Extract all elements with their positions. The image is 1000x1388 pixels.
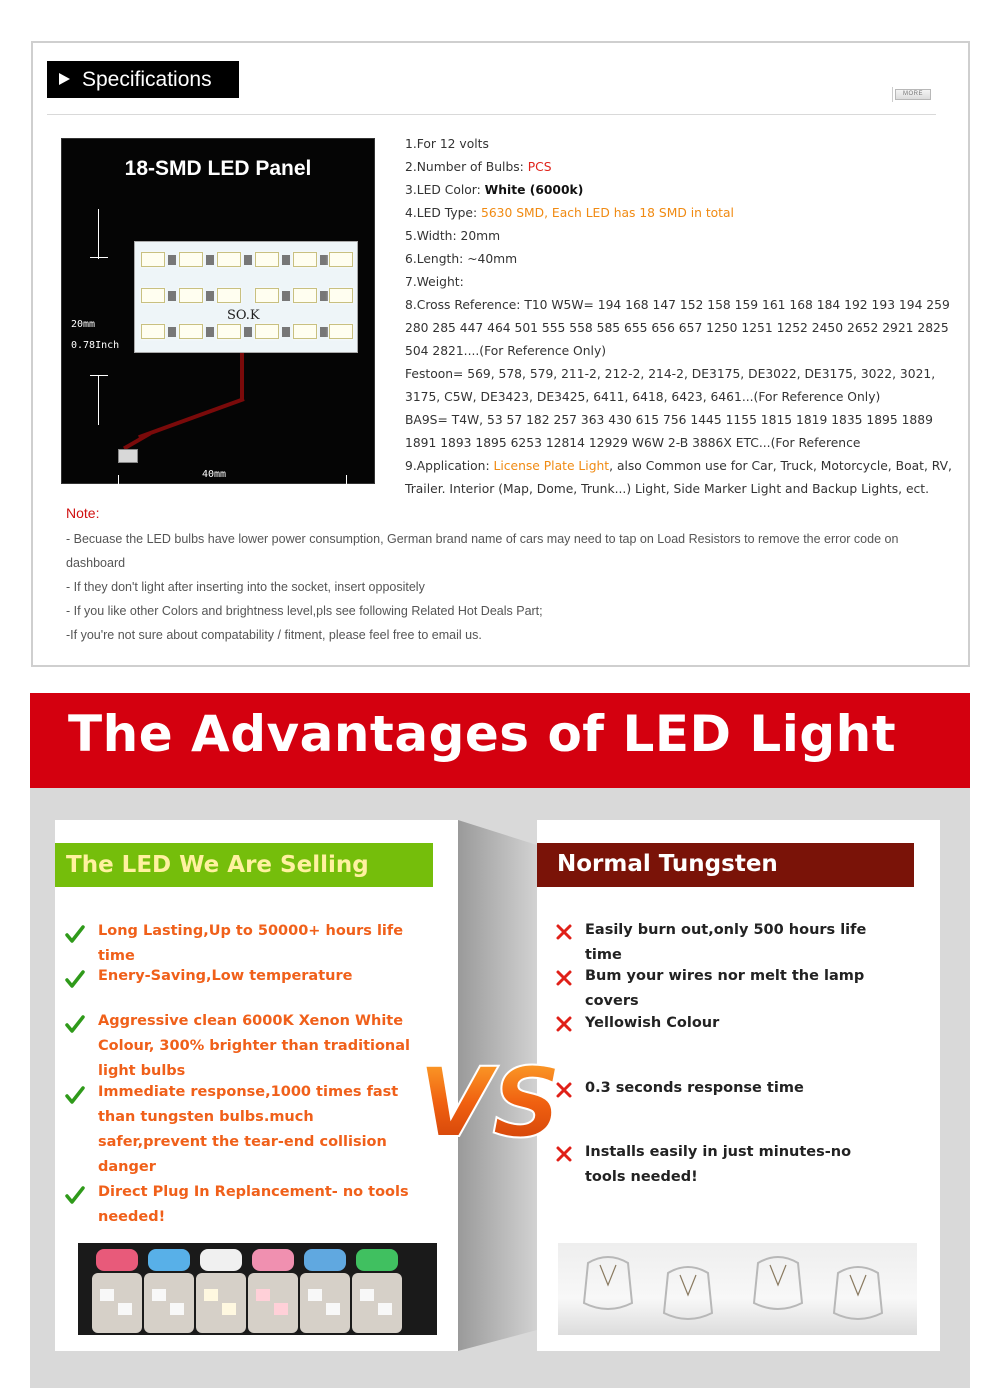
note-title: Note: xyxy=(66,505,100,521)
check-icon xyxy=(66,1015,84,1033)
width-mm-label: 40mm xyxy=(202,469,227,480)
tungsten-item: Bum your wires nor melt the lamp covers xyxy=(585,968,865,1009)
wire xyxy=(240,353,244,399)
tungsten-item: Installs easily in just minutes-no tools needed! xyxy=(585,1144,852,1185)
tungsten-item: 0.3 seconds response time xyxy=(585,1080,804,1096)
cross-icon xyxy=(556,924,572,940)
width-inch-label: 1.56Inch xyxy=(202,491,251,502)
spec-weight: 7.Weight: xyxy=(405,275,464,289)
spec-application: 9.Application: License Plate Light, also Common use for Car, Truck, Motorcycle, Boat, RV, Trailer. Interior (Map, Dome, Trunk...) Light, Side Marker Light and Backup Lights, ect. xyxy=(405,459,952,496)
dimension-tick xyxy=(346,475,347,493)
check-icon xyxy=(66,1186,84,1204)
specifications-header xyxy=(47,61,239,98)
vs-text: VS xyxy=(418,1047,562,1159)
dimension-line xyxy=(98,209,99,259)
led-pcb xyxy=(134,241,358,353)
note-item: - If you like other Colors and brightness level,pls see following Related Hot Deals Part; xyxy=(66,604,543,618)
led-advantage-item: Direct Plug In Replancement- no tools needed! xyxy=(98,1184,409,1225)
dimension-tick xyxy=(90,375,108,376)
note-item: - Becuase the LED bulbs have lower power consumption, German brand name of cars may need to tap on Load Resistors to remove the error code on dashboard xyxy=(66,532,899,570)
spec-cross-reference: 8.Cross Reference: T10 W5W= 194 168 147 152 158 159 161 168 184 192 193 194 259 280 285 447 464 501 555 558 585 655 656 657 1250 1251 1252 2450 2652 2921 2825 504 2821....(For Reference Only) xyxy=(405,298,950,358)
spec-color: 3.LED Color: White (6000k) xyxy=(405,183,584,197)
led-advantage-item: Long Lasting,Up to 50000+ hours life time xyxy=(98,923,404,964)
dimension-tick xyxy=(90,257,108,258)
note-item: - If they don't light after inserting into the socket, insert oppositely xyxy=(66,580,425,594)
tungsten-bulbs-image xyxy=(558,1243,917,1335)
spec-width: 5.Width: 20mm xyxy=(405,229,501,243)
cross-icon xyxy=(556,970,572,986)
tungsten-item: Yellowish Colour xyxy=(585,1015,720,1031)
photo-title: 18-SMD LED Panel xyxy=(124,157,312,180)
led-bulbs-image xyxy=(78,1243,437,1335)
vs-graphic xyxy=(412,1040,562,1159)
pcb-label: SO.K xyxy=(227,308,260,323)
dimension-line xyxy=(282,484,346,485)
specifications-title: Specifications xyxy=(82,68,212,91)
check-icon xyxy=(66,1086,84,1104)
note-list xyxy=(66,527,946,647)
header-divider xyxy=(47,114,936,115)
led-advantage-item: Immediate response,1000 times fast than tungsten bulbs.much safer,prevent the tear-end collision danger xyxy=(98,1084,399,1175)
tungsten-heading: Normal Tungsten xyxy=(557,851,778,877)
wire xyxy=(138,397,245,439)
advantages-banner xyxy=(30,693,970,788)
play-triangle-icon xyxy=(59,73,70,85)
spec-length: 6.Length: ~40mm xyxy=(405,252,518,266)
divider xyxy=(892,87,893,102)
check-icon xyxy=(66,970,84,988)
dimension-line xyxy=(118,484,178,485)
dimension-line xyxy=(98,375,99,425)
led-advantage-item: Aggressive clean 6000K Xenon White Colour, 300% brighter than traditional light bulbs xyxy=(98,1013,411,1079)
specifications-card xyxy=(31,41,970,667)
led-panel-photo xyxy=(61,138,375,502)
wire-plug xyxy=(118,449,138,463)
tungsten-bulbs-photo xyxy=(558,1243,917,1335)
check-icon xyxy=(66,925,84,943)
led-advantage-item: Enery-Saving,Low temperature xyxy=(98,968,353,984)
spec-voltage: 1.For 12 volts xyxy=(405,137,489,151)
led-heading: The LED We Are Selling xyxy=(66,852,369,878)
spec-ba9s: BA9S= T4W, 53 57 182 257 363 430 615 756 1445 1155 1815 1819 1835 1895 1889 1891 1893 1895 6253 12814 12929 W6W 2-B 3886X ETC...(For Reference xyxy=(405,413,933,450)
note-item: -If you're not sure about compatability / fitment, please feel free to email us. xyxy=(66,628,482,642)
spec-led-type: 4.LED Type: 5630 SMD, Each LED has 18 SMD in total xyxy=(405,206,734,220)
more-button[interactable]: MORE xyxy=(895,89,931,100)
advantages-title: The Advantages of LED Light xyxy=(68,705,897,763)
led-bulbs-photo xyxy=(78,1243,437,1335)
spec-list xyxy=(405,133,955,501)
tungsten-heading-bar xyxy=(537,843,914,887)
led-heading-bar xyxy=(55,843,433,887)
height-mm-label: 20mm xyxy=(71,319,96,330)
tungsten-item: Easily burn out,only 500 hours life time xyxy=(585,922,867,963)
spec-festoon: Festoon= 569, 578, 579, 211-2, 212-2, 214-2, DE3175, DE3022, DE3175, 3022, 3021, 3175, C5W, DE3423, DE3425, 6411, 6418, 6423, 6461...(For Reference Only) xyxy=(405,367,936,404)
height-inch-label: 0.78Inch xyxy=(71,340,120,351)
spec-bulbs: 2.Number of Bulbs: PCS xyxy=(405,160,552,174)
cross-icon xyxy=(556,1016,572,1032)
